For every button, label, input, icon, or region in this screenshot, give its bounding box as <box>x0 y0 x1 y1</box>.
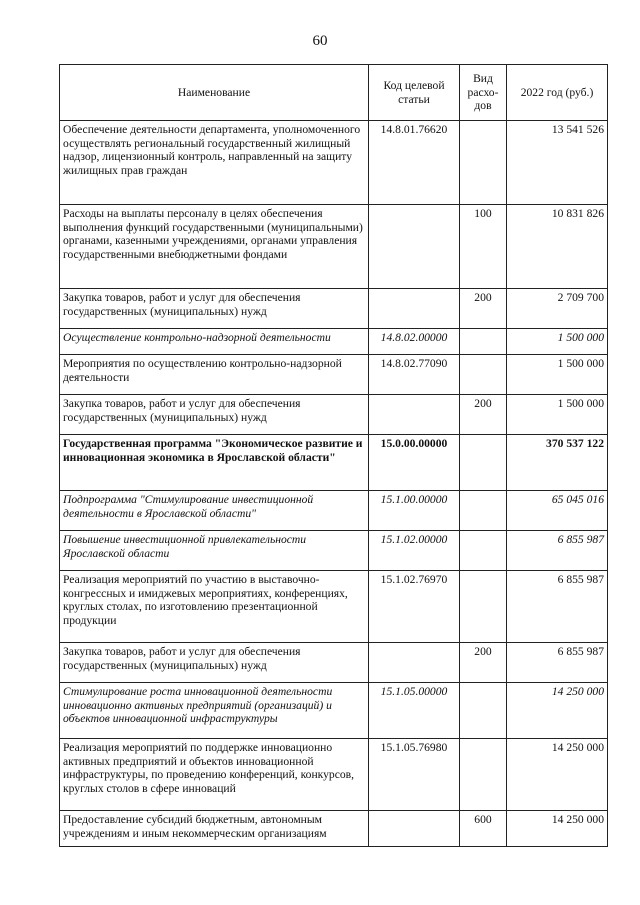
budget-table <box>59 64 608 847</box>
sum-cell: 14 250 000 <box>507 683 608 739</box>
table-row <box>60 205 608 289</box>
table-row <box>60 683 608 739</box>
name-cell: Реализация мероприятий по участию в выставочно-конгрессных и имиджевых мероприятиях, конференциях, круглых столах, по изготовлению презентационной продукции <box>60 571 369 643</box>
code-cell: 15.1.05.00000 <box>369 683 460 739</box>
name-cell: Расходы на выплаты персоналу в целях обеспечения выполнения функций государственными (муниципальными) органами, казенными учреждениями, органами управления государственными внебюджетными фондами <box>60 205 369 289</box>
table-row <box>60 395 608 435</box>
table-row <box>60 435 608 491</box>
code-cell: 15.1.02.00000 <box>369 531 460 571</box>
code-cell <box>369 205 460 289</box>
name-cell: Закупка товаров, работ и услуг для обеспечения государственных (муниципальных) нужд <box>60 289 369 329</box>
header-name: Наименование <box>60 65 369 121</box>
sum-cell: 14 250 000 <box>507 739 608 811</box>
code-cell <box>369 811 460 847</box>
table-row <box>60 355 608 395</box>
code-cell <box>369 395 460 435</box>
type-cell: 200 <box>460 395 507 435</box>
name-cell: Повышение инвестиционной привлекательности Ярославской области <box>60 531 369 571</box>
type-cell: 600 <box>460 811 507 847</box>
table-row <box>60 739 608 811</box>
table-row <box>60 491 608 531</box>
header-code: Код целевой статьи <box>369 65 460 121</box>
sum-cell: 370 537 122 <box>507 435 608 491</box>
name-cell: Мероприятия по осуществлению контрольно-надзорной деятельности <box>60 355 369 395</box>
type-cell: 200 <box>460 643 507 683</box>
header-sum: 2022 год (руб.) <box>507 65 608 121</box>
table-row <box>60 643 608 683</box>
code-cell <box>369 643 460 683</box>
sum-cell: 13 541 526 <box>507 121 608 205</box>
code-cell: 14.8.02.77090 <box>369 355 460 395</box>
type-cell <box>460 355 507 395</box>
sum-cell: 10 831 826 <box>507 205 608 289</box>
sum-cell: 65 045 016 <box>507 491 608 531</box>
table-row <box>60 329 608 355</box>
name-cell: Предоставление субсидий бюджетным, автономным учреждениям и иным некоммерческим организациям <box>60 811 369 847</box>
name-cell: Осуществление контрольно-надзорной деятельности <box>60 329 369 355</box>
table-row <box>60 531 608 571</box>
sum-cell: 14 250 000 <box>507 811 608 847</box>
type-cell: 100 <box>460 205 507 289</box>
name-cell: Закупка товаров, работ и услуг для обеспечения государственных (муниципальных) нужд <box>60 395 369 435</box>
table-row <box>60 811 608 847</box>
type-cell: 200 <box>460 289 507 329</box>
table-row <box>60 571 608 643</box>
sum-cell: 6 855 987 <box>507 571 608 643</box>
table-row <box>60 289 608 329</box>
sum-cell: 6 855 987 <box>507 643 608 683</box>
type-cell <box>460 739 507 811</box>
header-type: Вид расхо-дов <box>460 65 507 121</box>
code-cell: 15.1.00.00000 <box>369 491 460 531</box>
table-row <box>60 121 608 205</box>
type-cell <box>460 435 507 491</box>
type-cell <box>460 683 507 739</box>
type-cell <box>460 329 507 355</box>
name-cell: Обеспечение деятельности департамента, уполномоченного осуществлять региональный государственный жилищный надзор, лицензионный контроль, направленный на защиту жилищных прав граждан <box>60 121 369 205</box>
type-cell <box>460 121 507 205</box>
sum-cell: 1 500 000 <box>507 395 608 435</box>
name-cell: Закупка товаров, работ и услуг для обеспечения государственных (муниципальных) нужд <box>60 643 369 683</box>
page-number: 60 <box>312 33 328 49</box>
name-cell: Стимулирование роста инновационной деятельности инновационно активных предприятий (организаций) и объектов инновационной инфраструктуры <box>60 683 369 739</box>
code-cell: 15.1.02.76970 <box>369 571 460 643</box>
type-cell <box>460 571 507 643</box>
code-cell: 14.8.02.00000 <box>369 329 460 355</box>
name-cell: Государственная программа "Экономическое развитие и инновационная экономика в Ярославской области" <box>60 435 369 491</box>
code-cell: 15.1.05.76980 <box>369 739 460 811</box>
name-cell: Реализация мероприятий по поддержке инновационно активных предприятий и объектов инновационной инфраструктуры, по проведению конференций, конкурсов, круглых столов в сфере инноваций <box>60 739 369 811</box>
type-cell <box>460 491 507 531</box>
sum-cell: 1 500 000 <box>507 355 608 395</box>
name-cell: Подпрограмма "Стимулирование инвестиционной деятельности в Ярославской области" <box>60 491 369 531</box>
code-cell: 15.0.00.00000 <box>369 435 460 491</box>
sum-cell: 1 500 000 <box>507 329 608 355</box>
type-cell <box>460 531 507 571</box>
code-cell <box>369 289 460 329</box>
sum-cell: 2 709 700 <box>507 289 608 329</box>
code-cell: 14.8.01.76620 <box>369 121 460 205</box>
header-row <box>60 65 608 121</box>
sum-cell: 6 855 987 <box>507 531 608 571</box>
